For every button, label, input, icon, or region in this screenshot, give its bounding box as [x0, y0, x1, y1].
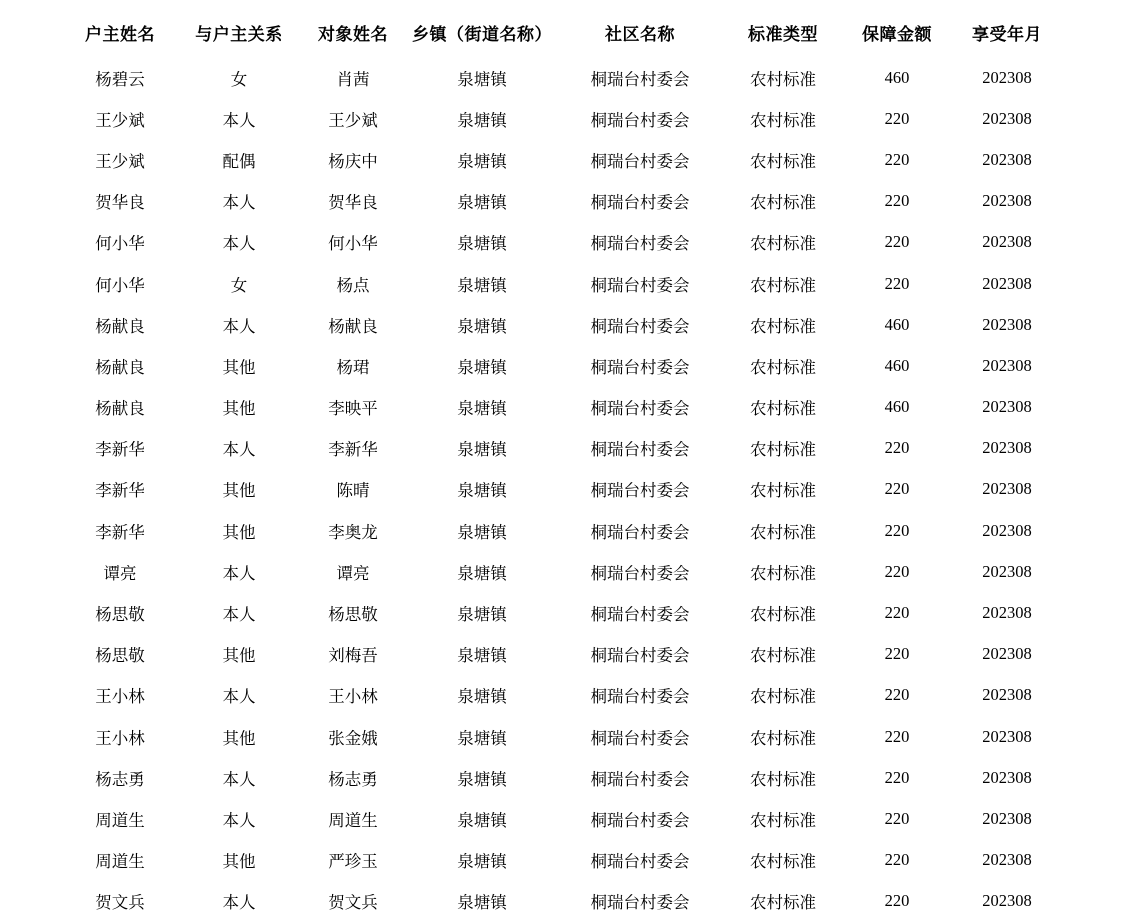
cell-standard-type: 农村标准: [750, 440, 816, 460]
column-header-community: 社区名称: [605, 25, 675, 44]
table-body: [60, 57, 1062, 922]
cell-amount: 220: [884, 108, 910, 128]
cell-recipient-name: 严珍玉: [328, 852, 378, 872]
cell-relationship: 配偶: [222, 151, 256, 171]
cell-township: 泉塘镇: [457, 728, 507, 748]
cell-amount: 220: [884, 273, 910, 293]
cell-township: 泉塘镇: [457, 687, 507, 707]
cell-householder-name: 贺华良: [95, 193, 145, 213]
table-row: [60, 551, 1062, 592]
cell-recipient-name: 王少斌: [328, 110, 378, 130]
cell-recipient-name: 贺文兵: [328, 893, 378, 913]
cell-householder-name: 何小华: [95, 275, 145, 295]
cell-period: 202308: [982, 108, 1032, 128]
table-row: [60, 675, 1062, 716]
cell-amount: 460: [884, 67, 910, 87]
cell-township: 泉塘镇: [457, 481, 507, 501]
table-header: [60, 14, 1062, 57]
cell-standard-type: 农村标准: [750, 563, 816, 583]
cell-township: 泉塘镇: [457, 646, 507, 666]
cell-recipient-name: 王小林: [328, 687, 378, 707]
cell-community: 桐瑞台村委会: [590, 151, 690, 171]
cell-standard-type: 农村标准: [750, 810, 816, 830]
cell-recipient-name: 陈晴: [336, 481, 370, 501]
cell-standard-type: 农村标准: [750, 646, 816, 666]
cell-township: 泉塘镇: [457, 316, 507, 336]
column-header-period: 享受年月: [972, 25, 1042, 44]
table-row: [60, 428, 1062, 469]
cell-relationship: 本人: [222, 769, 256, 789]
table-row: [60, 634, 1062, 675]
cell-relationship: 本人: [222, 193, 256, 213]
cell-community: 桐瑞台村委会: [590, 234, 690, 254]
cell-relationship: 其他: [222, 728, 256, 748]
cell-amount: 220: [884, 149, 910, 169]
cell-householder-name: 谭亮: [103, 563, 137, 583]
cell-community: 桐瑞台村委会: [590, 852, 690, 872]
cell-amount: 220: [884, 726, 910, 746]
cell-relationship: 本人: [222, 687, 256, 707]
cell-relationship: 本人: [222, 563, 256, 583]
cell-householder-name: 杨思敬: [95, 605, 145, 625]
cell-recipient-name: 杨献良: [328, 316, 378, 336]
cell-standard-type: 农村标准: [750, 481, 816, 501]
table-row: [60, 98, 1062, 139]
cell-householder-name: 杨志勇: [95, 769, 145, 789]
cell-amount: 220: [884, 603, 910, 623]
cell-period: 202308: [982, 67, 1032, 87]
cell-recipient-name: 杨志勇: [328, 769, 378, 789]
cell-amount: 220: [884, 438, 910, 458]
cell-community: 桐瑞台村委会: [590, 110, 690, 130]
cell-relationship: 其他: [222, 646, 256, 666]
cell-recipient-name: 贺华良: [328, 193, 378, 213]
column-header-township: 乡镇（街道名称）: [412, 25, 552, 44]
table-row: [60, 592, 1062, 633]
table-row: [60, 57, 1062, 98]
cell-township: 泉塘镇: [457, 893, 507, 913]
table-row: [60, 469, 1062, 510]
cell-community: 桐瑞台村委会: [590, 357, 690, 377]
cell-township: 泉塘镇: [457, 69, 507, 89]
cell-period: 202308: [982, 355, 1032, 375]
table-row: [60, 716, 1062, 757]
cell-period: 202308: [982, 767, 1032, 787]
cell-township: 泉塘镇: [457, 563, 507, 583]
cell-standard-type: 农村标准: [750, 852, 816, 872]
cell-relationship: 女: [230, 69, 248, 89]
cell-period: 202308: [982, 232, 1032, 252]
cell-period: 202308: [982, 438, 1032, 458]
cell-relationship: 本人: [222, 110, 256, 130]
cell-amount: 220: [884, 232, 910, 252]
cell-community: 桐瑞台村委会: [590, 193, 690, 213]
column-header-recipient-name: 对象姓名: [318, 25, 388, 44]
cell-standard-type: 农村标准: [750, 357, 816, 377]
cell-householder-name: 李新华: [95, 481, 145, 501]
cell-householder-name: 何小华: [95, 234, 145, 254]
cell-period: 202308: [982, 850, 1032, 870]
cell-period: 202308: [982, 397, 1032, 417]
cell-standard-type: 农村标准: [750, 605, 816, 625]
cell-householder-name: 王小林: [95, 687, 145, 707]
cell-period: 202308: [982, 891, 1032, 911]
cell-householder-name: 杨思敬: [95, 646, 145, 666]
cell-standard-type: 农村标准: [750, 769, 816, 789]
cell-standard-type: 农村标准: [750, 110, 816, 130]
table-row: [60, 798, 1062, 839]
cell-recipient-name: 李映平: [328, 399, 378, 419]
cell-relationship: 其他: [222, 357, 256, 377]
table-row: [60, 181, 1062, 222]
column-header-amount: 保障金额: [862, 25, 932, 44]
cell-standard-type: 农村标准: [750, 69, 816, 89]
cell-householder-name: 杨献良: [95, 316, 145, 336]
cell-community: 桐瑞台村委会: [590, 893, 690, 913]
cell-standard-type: 农村标准: [750, 728, 816, 748]
cell-standard-type: 农村标准: [750, 687, 816, 707]
benefit-recipients-table: [60, 14, 1062, 922]
cell-township: 泉塘镇: [457, 275, 507, 295]
cell-householder-name: 杨献良: [95, 357, 145, 377]
cell-township: 泉塘镇: [457, 810, 507, 830]
cell-amount: 220: [884, 191, 910, 211]
column-header-householder-name: 户主姓名: [85, 25, 155, 44]
cell-standard-type: 农村标准: [750, 275, 816, 295]
cell-recipient-name: 杨思敬: [328, 605, 378, 625]
cell-amount: 220: [884, 891, 910, 911]
cell-community: 桐瑞台村委会: [590, 69, 690, 89]
cell-recipient-name: 李奥龙: [328, 522, 378, 542]
table-row: [60, 139, 1062, 180]
cell-community: 桐瑞台村委会: [590, 646, 690, 666]
cell-township: 泉塘镇: [457, 605, 507, 625]
cell-period: 202308: [982, 603, 1032, 623]
cell-recipient-name: 刘梅吾: [328, 646, 378, 666]
cell-relationship: 女: [230, 275, 248, 295]
table-row: [60, 510, 1062, 551]
cell-period: 202308: [982, 561, 1032, 581]
cell-community: 桐瑞台村委会: [590, 399, 690, 419]
cell-period: 202308: [982, 149, 1032, 169]
cell-period: 202308: [982, 644, 1032, 664]
cell-township: 泉塘镇: [457, 151, 507, 171]
table-row: [60, 263, 1062, 304]
cell-amount: 220: [884, 479, 910, 499]
table-row: [60, 840, 1062, 881]
cell-recipient-name: 李新华: [328, 440, 378, 460]
cell-community: 桐瑞台村委会: [590, 605, 690, 625]
cell-township: 泉塘镇: [457, 110, 507, 130]
cell-relationship: 其他: [222, 399, 256, 419]
cell-standard-type: 农村标准: [750, 399, 816, 419]
cell-community: 桐瑞台村委会: [590, 563, 690, 583]
cell-township: 泉塘镇: [457, 440, 507, 460]
cell-amount: 220: [884, 850, 910, 870]
cell-township: 泉塘镇: [457, 852, 507, 872]
table-row: [60, 757, 1062, 798]
cell-community: 桐瑞台村委会: [590, 440, 690, 460]
cell-recipient-name: 谭亮: [336, 563, 370, 583]
cell-community: 桐瑞台村委会: [590, 316, 690, 336]
table-row: [60, 222, 1062, 263]
cell-amount: 460: [884, 314, 910, 334]
cell-standard-type: 农村标准: [750, 151, 816, 171]
cell-relationship: 本人: [222, 893, 256, 913]
cell-recipient-name: 杨庆中: [328, 151, 378, 171]
cell-period: 202308: [982, 479, 1032, 499]
cell-relationship: 其他: [222, 522, 256, 542]
cell-relationship: 本人: [222, 316, 256, 336]
cell-community: 桐瑞台村委会: [590, 275, 690, 295]
cell-relationship: 本人: [222, 234, 256, 254]
cell-householder-name: 周道生: [95, 852, 145, 872]
cell-township: 泉塘镇: [457, 399, 507, 419]
cell-relationship: 其他: [222, 852, 256, 872]
cell-amount: 220: [884, 767, 910, 787]
column-header-standard-type: 标准类型: [748, 25, 818, 44]
cell-township: 泉塘镇: [457, 769, 507, 789]
table-row: [60, 304, 1062, 345]
cell-amount: 220: [884, 808, 910, 828]
cell-community: 桐瑞台村委会: [590, 522, 690, 542]
table-row: [60, 345, 1062, 386]
cell-period: 202308: [982, 726, 1032, 746]
cell-standard-type: 农村标准: [750, 522, 816, 542]
cell-amount: 220: [884, 644, 910, 664]
cell-township: 泉塘镇: [457, 522, 507, 542]
cell-householder-name: 王少斌: [95, 151, 145, 171]
cell-recipient-name: 肖茜: [336, 69, 370, 89]
cell-householder-name: 李新华: [95, 440, 145, 460]
table-row: [60, 387, 1062, 428]
cell-period: 202308: [982, 191, 1032, 211]
cell-relationship: 其他: [222, 481, 256, 501]
cell-relationship: 本人: [222, 810, 256, 830]
table-row: [60, 881, 1062, 922]
cell-relationship: 本人: [222, 440, 256, 460]
cell-standard-type: 农村标准: [750, 234, 816, 254]
column-header-relationship: 与户主关系: [195, 25, 283, 44]
cell-recipient-name: 张金娥: [328, 728, 378, 748]
cell-amount: 460: [884, 397, 910, 417]
cell-community: 桐瑞台村委会: [590, 728, 690, 748]
cell-householder-name: 李新华: [95, 522, 145, 542]
cell-amount: 220: [884, 520, 910, 540]
cell-standard-type: 农村标准: [750, 193, 816, 213]
cell-community: 桐瑞台村委会: [590, 810, 690, 830]
cell-recipient-name: 杨珺: [336, 357, 370, 377]
cell-recipient-name: 周道生: [328, 810, 378, 830]
cell-standard-type: 农村标准: [750, 893, 816, 913]
cell-period: 202308: [982, 808, 1032, 828]
cell-community: 桐瑞台村委会: [590, 687, 690, 707]
cell-standard-type: 农村标准: [750, 316, 816, 336]
cell-relationship: 本人: [222, 605, 256, 625]
cell-township: 泉塘镇: [457, 234, 507, 254]
cell-amount: 460: [884, 355, 910, 375]
cell-recipient-name: 杨点: [336, 275, 370, 295]
cell-community: 桐瑞台村委会: [590, 481, 690, 501]
cell-householder-name: 杨献良: [95, 399, 145, 419]
cell-amount: 220: [884, 561, 910, 581]
cell-householder-name: 杨碧云: [95, 69, 145, 89]
cell-recipient-name: 何小华: [328, 234, 378, 254]
cell-period: 202308: [982, 520, 1032, 540]
cell-householder-name: 王小林: [95, 728, 145, 748]
table-header-row: [60, 14, 1062, 57]
cell-period: 202308: [982, 314, 1032, 334]
cell-amount: 220: [884, 685, 910, 705]
cell-householder-name: 贺文兵: [95, 893, 145, 913]
cell-community: 桐瑞台村委会: [590, 769, 690, 789]
cell-township: 泉塘镇: [457, 193, 507, 213]
cell-period: 202308: [982, 685, 1032, 705]
cell-householder-name: 周道生: [95, 810, 145, 830]
cell-township: 泉塘镇: [457, 357, 507, 377]
cell-householder-name: 王少斌: [95, 110, 145, 130]
cell-period: 202308: [982, 273, 1032, 293]
